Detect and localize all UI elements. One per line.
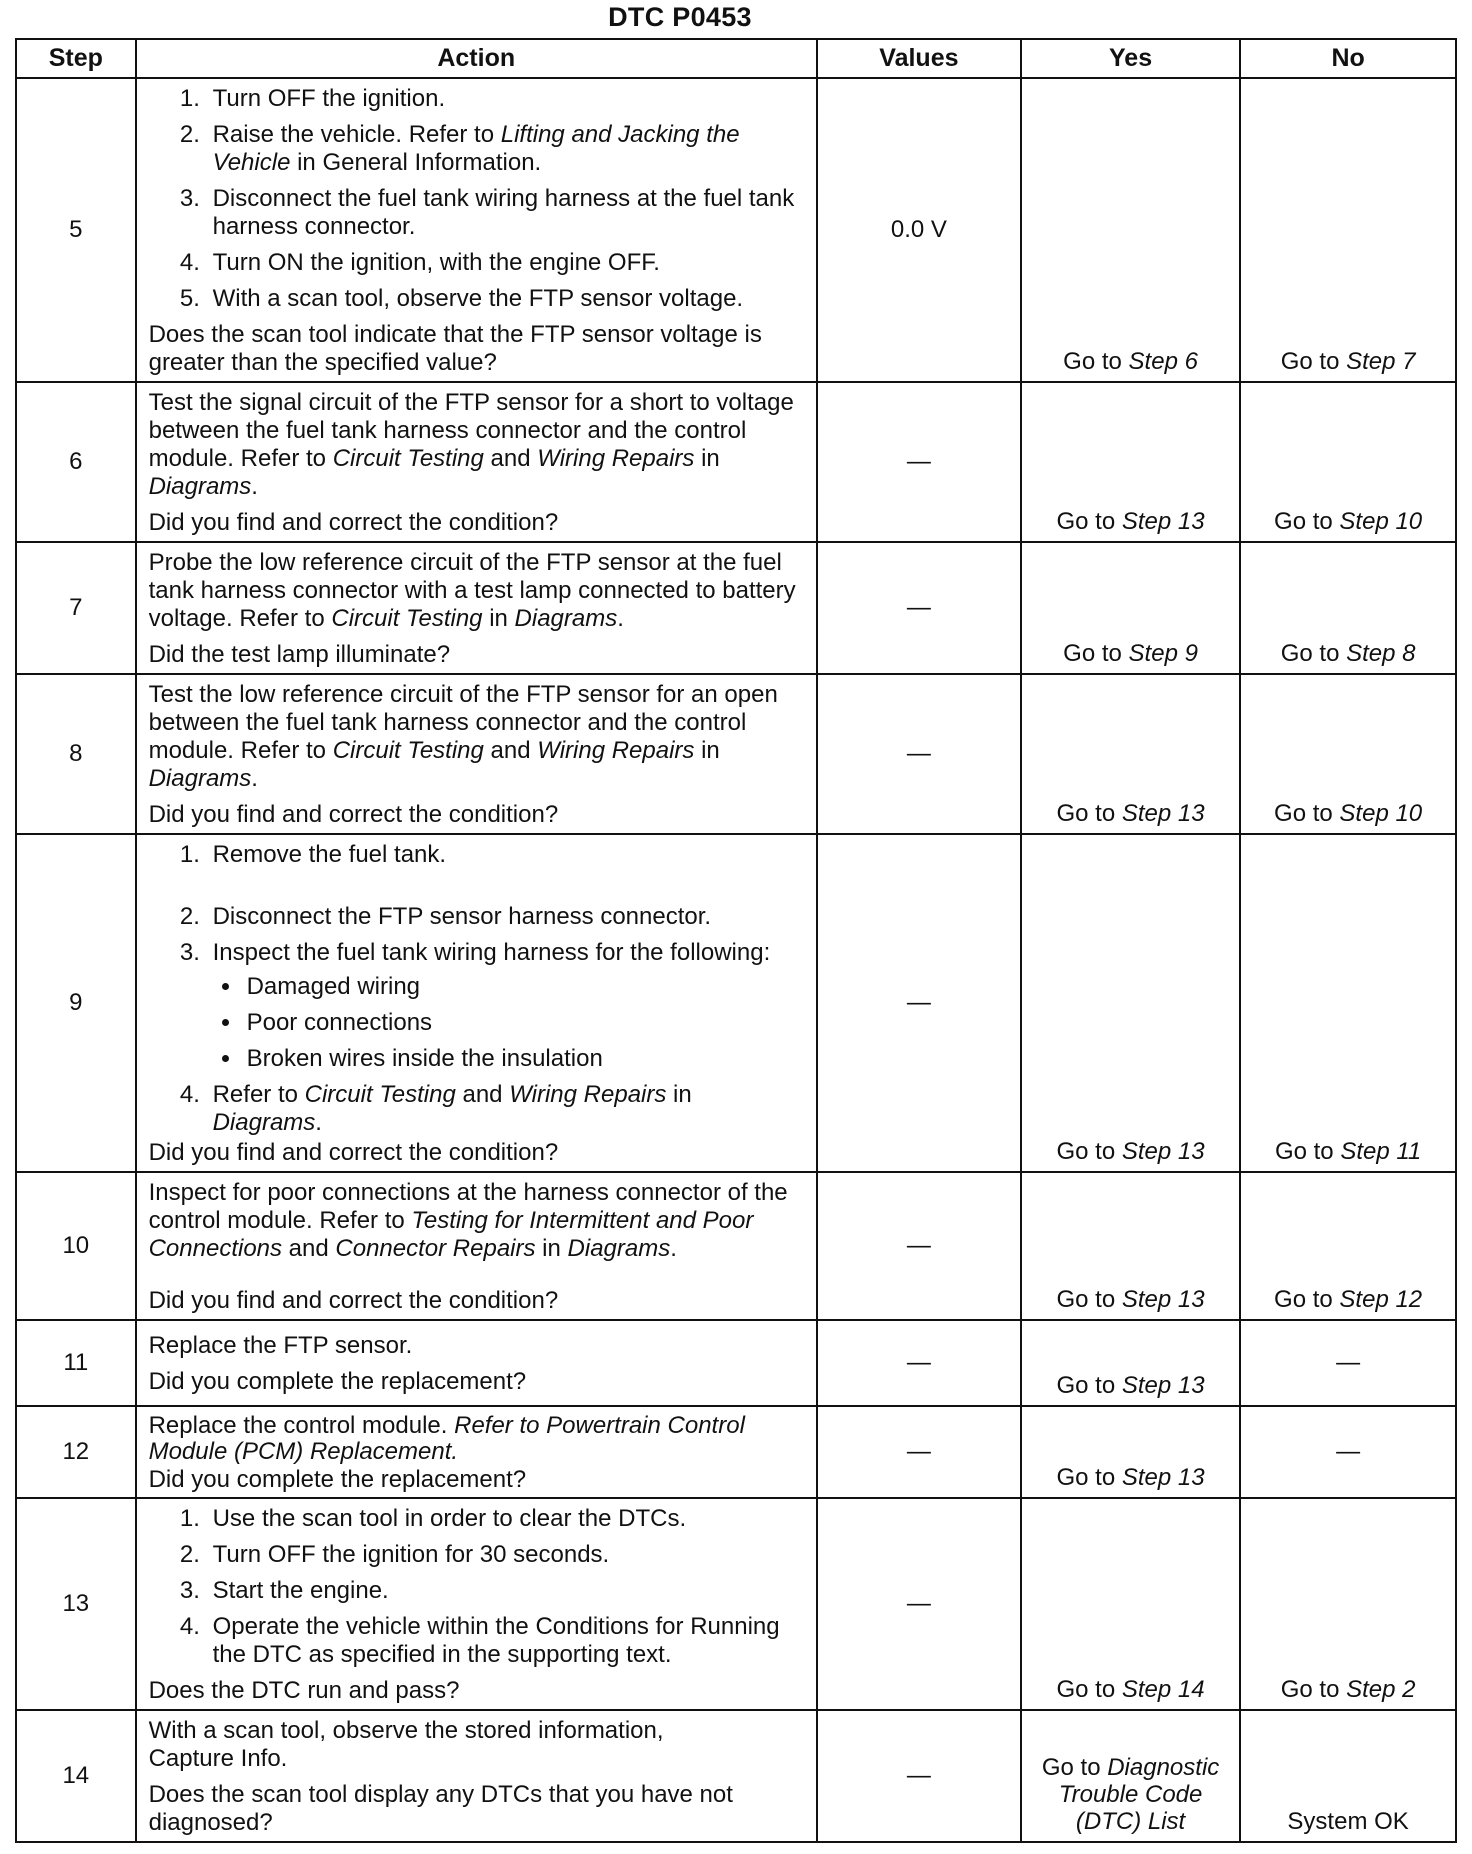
value-cell: —	[817, 1320, 1021, 1406]
action-step: 2. Raise the vehicle. Refer to Lifting and Jacking the Vehicle in General Information.	[207, 121, 806, 177]
action-question: Did you find and correct the condition?	[148, 801, 559, 828]
action-cell	[136, 382, 817, 542]
header-values: Values	[817, 39, 1021, 78]
no-link[interactable]: Go to Step 10	[1240, 674, 1456, 834]
value-cell: —	[817, 1406, 1021, 1498]
action-text: Test the signal circuit of the FTP sensor for a short to voltage between the fuel tank harness connector and the control module. Refer to Circuit Testing and Wiring Repairs in Diagrams.	[148, 389, 794, 500]
no-cell: —	[1240, 1406, 1456, 1498]
step-number: 5	[16, 78, 136, 382]
action-step: 4. Turn ON the ignition, with the engine OFF.	[207, 249, 806, 277]
action-step: 3. Start the engine.	[207, 1577, 806, 1605]
value-cell: —	[817, 1172, 1021, 1320]
action-cell	[136, 1320, 817, 1406]
table-row	[16, 1320, 1456, 1406]
value-cell: —	[817, 834, 1021, 1172]
action-step: 2. Turn OFF the ignition for 30 seconds.	[207, 1541, 806, 1569]
action-step: 4. Operate the vehicle within the Conditions for Running the DTC as specified in the supporting text.	[207, 1613, 806, 1669]
action-step: 3. Disconnect the fuel tank wiring harness at the fuel tank harness connector.	[207, 185, 806, 241]
value-cell: —	[817, 674, 1021, 834]
yes-link[interactable]: Go to Step 13	[1021, 834, 1240, 1172]
value-cell: —	[817, 1710, 1021, 1842]
step-number: 14	[16, 1710, 136, 1842]
action-cell	[136, 78, 817, 382]
no-link[interactable]: Go to Step 8	[1240, 542, 1456, 674]
action-question: Does the scan tool indicate that the FTP sensor voltage is greater than the specified value?	[148, 321, 762, 376]
table-row	[16, 1172, 1456, 1320]
action-cell	[136, 1498, 817, 1710]
value-cell: —	[817, 382, 1021, 542]
action-step: 4. Refer to Circuit Testing and Wiring Repairs in Diagrams.	[207, 1081, 806, 1137]
dtc-diagnostic-table	[15, 38, 1457, 1843]
header-yes: Yes	[1021, 39, 1240, 78]
action-question: Does the scan tool display any DTCs that you have not diagnosed?	[148, 1781, 733, 1836]
step-number: 12	[16, 1406, 136, 1498]
action-step: 1. Remove the fuel tank.	[207, 841, 806, 869]
value-cell: —	[817, 542, 1021, 674]
action-text: Replace the control module. Refer to Powertrain Control Module (PCM) Replacement.	[148, 1412, 745, 1465]
action-cell	[136, 542, 817, 674]
step-number: 7	[16, 542, 136, 674]
action-step: 2. Disconnect the FTP sensor harness connector.	[207, 903, 806, 931]
value-cell: —	[817, 1498, 1021, 1710]
bullet-item: • Damaged wiring	[243, 973, 806, 1001]
action-cell	[136, 674, 817, 834]
value-cell: 0.0 V	[817, 78, 1021, 382]
no-link[interactable]: Go to Step 10	[1240, 382, 1456, 542]
action-text: Inspect for poor connections at the harness connector of the control module. Refer to Testing for Intermittent and Poor Connections and Connector Repairs in Diagrams.	[148, 1179, 788, 1262]
bullet-item: • Poor connections	[243, 1009, 806, 1037]
step-number: 13	[16, 1498, 136, 1710]
document-title: DTC P0453	[608, 2, 752, 32]
action-steps	[149, 85, 806, 313]
header-step: Step	[16, 39, 136, 78]
action-step: 1. Use the scan tool in order to clear the DTCs.	[207, 1505, 806, 1533]
no-cell: —	[1240, 1320, 1456, 1406]
table-row	[16, 382, 1456, 542]
action-steps	[149, 841, 806, 1137]
header-no: No	[1240, 39, 1456, 78]
action-question: Did you find and correct the condition?	[148, 1287, 559, 1314]
no-link[interactable]: Go to Step 12	[1240, 1172, 1456, 1320]
action-steps	[149, 1505, 806, 1669]
table-row	[16, 1710, 1456, 1842]
action-step: 1. Turn OFF the ignition.	[207, 85, 806, 113]
action-cell	[136, 1406, 817, 1498]
inspection-bullets	[213, 973, 806, 1073]
yes-link[interactable]: Go to Step 14	[1021, 1498, 1240, 1710]
table-row	[16, 78, 1456, 382]
action-question: Does the DTC run and pass?	[148, 1677, 460, 1704]
table-row	[16, 834, 1456, 1172]
table-row	[16, 1498, 1456, 1710]
yes-link[interactable]: Go to Step 13	[1021, 1320, 1240, 1406]
action-text: Test the low reference circuit of the FTP sensor for an open between the fuel tank harness connector and the control module. Refer to Circuit Testing and Wiring Repairs in Diagrams.	[148, 681, 778, 792]
step-number: 8	[16, 674, 136, 834]
no-link[interactable]: Go to Step 2	[1240, 1498, 1456, 1710]
action-text: With a scan tool, observe the stored information, Capture Info.	[148, 1717, 664, 1772]
bullet-item: • Broken wires inside the insulation	[243, 1045, 806, 1073]
action-text: Replace the FTP sensor.	[148, 1332, 413, 1359]
yes-link[interactable]: Go to Step 6	[1021, 78, 1240, 382]
table-row	[16, 1406, 1456, 1498]
action-question: Did you find and correct the condition?	[148, 1139, 559, 1166]
yes-link[interactable]: Go to Step 13	[1021, 674, 1240, 834]
yes-link[interactable]: Go to Step 13	[1021, 1406, 1240, 1498]
no-link[interactable]: Go to Step 7	[1240, 78, 1456, 382]
action-cell	[136, 834, 817, 1172]
table-header-row	[16, 39, 1456, 78]
step-number: 6	[16, 382, 136, 542]
header-action: Action	[136, 39, 817, 78]
action-text: Probe the low reference circuit of the FTP sensor at the fuel tank harness connector with a test lamp connected to battery voltage. Refer to Circuit Testing in Diagrams.	[148, 549, 796, 632]
yes-link[interactable]: Go to Step 13	[1021, 1172, 1240, 1320]
step-number: 10	[16, 1172, 136, 1320]
action-question: Did you complete the replacement?	[148, 1368, 527, 1395]
action-question: Did you find and correct the condition?	[148, 509, 559, 536]
no-cell: System OK	[1240, 1710, 1456, 1842]
yes-link[interactable]: Go to Step 13	[1021, 382, 1240, 542]
step-number: 9	[16, 834, 136, 1172]
action-step: 3. Inspect the fuel tank wiring harness for the following: • Damaged wiring • Poor connections • Broken wires inside the insulation	[207, 939, 806, 1073]
yes-link[interactable]: Go to Step 9	[1021, 542, 1240, 674]
action-question: Did you complete the replacement?	[148, 1466, 527, 1493]
step-number: 11	[16, 1320, 136, 1406]
action-step: 5. With a scan tool, observe the FTP sensor voltage.	[207, 285, 806, 313]
yes-link[interactable]: Go to Diagnostic Trouble Code (DTC) List	[1021, 1710, 1240, 1842]
action-question: Did the test lamp illuminate?	[148, 641, 451, 668]
table-row	[16, 542, 1456, 674]
action-cell	[136, 1710, 817, 1842]
no-link[interactable]: Go to Step 11	[1240, 834, 1456, 1172]
table-row	[16, 674, 1456, 834]
action-cell	[136, 1172, 817, 1320]
